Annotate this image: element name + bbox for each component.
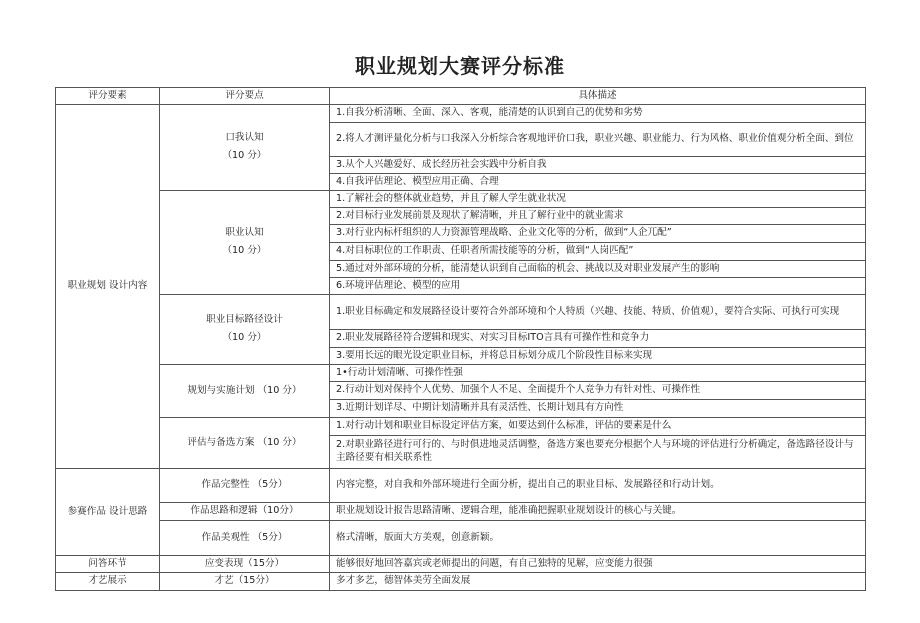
factor-entry-design: 参赛作品 设计思路 — [56, 469, 160, 556]
point-plan: 规划与实施计划 （10 分） — [160, 365, 330, 418]
point-goal-path — [160, 295, 330, 365]
header-row — [56, 88, 866, 105]
table-row — [56, 573, 866, 591]
description-cell: 1.自我分析清晰、全面、深入、客观，能清楚的认识到自己的优势和劣势 — [330, 105, 866, 123]
description-cell: 6.环境评估理论、模型的应用 — [330, 278, 866, 295]
table-row — [56, 105, 866, 123]
table-row — [56, 295, 866, 330]
description-cell: 3.从个人兴趣爱好、成长经历社会实践中分析自我 — [330, 157, 866, 174]
description-cell: 1.职业目标确定和发展路径设计要符合外部环境和个人特质（兴趣、技能、特质、价值观），要符合实际、可执行可实现 — [330, 295, 866, 330]
description-cell: 1.对行动计划和职业目标设定评估方案，如要达到什么标准，评估的要素是什么 — [330, 418, 866, 436]
header-point: 评分要点 — [160, 88, 330, 105]
description-cell: 3.要用长远的眼光设定职业目标，并将总目标划分成几个阶段性目标来实现 — [330, 348, 866, 365]
table-row — [56, 521, 866, 556]
table-row — [56, 365, 866, 382]
point-evaluation: 评估与备选方案 （10 分） — [160, 418, 330, 469]
point-score: （10 分） — [222, 332, 267, 343]
point-self-awareness — [160, 105, 330, 191]
point-name: 职业认知 — [225, 227, 264, 239]
description-cell: 3.近期计划详尽、中期计划清晰并具有灵活性、长期计划具有方向性 — [330, 400, 866, 418]
description-cell: 5.通过对外部环境的分析，能清楚认识到自己面临的机会、挑战以及对职业发展产生的影响 — [330, 261, 866, 278]
point-score: （10 分） — [222, 245, 267, 256]
point-logic: 作品思路和逻辑（10分） — [160, 503, 330, 521]
description-cell: 2.行动计划对保持个人优势、加强个人不足、全面提升个人竞争力有针对性、可操作性 — [330, 382, 866, 400]
factor-qa: 问答环节 — [56, 556, 160, 573]
description-cell: 职业规划设计报告思路清晰、逻辑合理，能准确把握职业规划设计的核心与关键。 — [330, 503, 866, 521]
description-cell: 能够很好地回答嘉宾或老师提出的问题，有自己独特的见解，应变能力很强 — [330, 556, 866, 573]
point-career-awareness — [160, 191, 330, 295]
point-name: 口我认知 — [225, 132, 264, 144]
table-row — [56, 418, 866, 436]
table-row — [56, 469, 866, 503]
point-aesthetics: 作品美观性 （5分） — [160, 521, 330, 556]
description-cell: 1.了解社会的整体就业趋势，并且了解人学生就业状况 — [330, 191, 866, 208]
point-response: 应变表现（15分） — [160, 556, 330, 573]
description-cell: 2.对目标行业发展前景及现状了解清晰，并且了解行业中的就业需求 — [330, 208, 866, 225]
header-description: 具体描述 — [330, 88, 866, 105]
description-cell: 2.对职业路径进行可行的、与时俱进地灵活调整，备选方案也要充分根据个人与环境的评估进行分析确定，备选路径设计与主路径要有相关联系性 — [330, 436, 866, 469]
point-score: （10 分） — [222, 150, 267, 161]
factor-talent: 才艺展示 — [56, 573, 160, 591]
description-cell: 内容完整，对自我和外部环境进行全面分析，提出自己的职业目标、发展路径和行动计划。 — [330, 469, 866, 503]
description-cell: 4.对目标职位的工作职责、任职者所需技能等的分析，做到“人岗匹配” — [330, 243, 866, 261]
header-factor: 评分要素 — [56, 88, 160, 105]
description-cell: 3.对行业内标杆组织的人力资源管理战略、企业文化等的分析，做到“人企兀配” — [330, 225, 866, 243]
point-name: 职业目标路径设计 — [206, 314, 283, 326]
point-completeness: 作品完整性 （5分） — [160, 469, 330, 503]
table-row — [56, 503, 866, 521]
table-row — [56, 556, 866, 573]
factor-career-design: 职业规划 设计内容 — [56, 105, 160, 469]
description-cell: 2.将人才测评量化分析与口我深入分析综合客观地评价口我，职业兴趣、职业能力、行为风格、职业价值观分析全面、到位 — [330, 123, 866, 157]
scoring-table — [55, 87, 866, 591]
description-cell: 1•行动计划清晰、可操作性强 — [330, 365, 866, 382]
description-cell: 格式清晰，版面大方美观，创意新颖。 — [330, 521, 866, 556]
point-talent: 才艺（15分） — [160, 573, 330, 591]
description-cell: 多才多艺，德智体美劳全面发展 — [330, 573, 866, 591]
page-title: 职业规划大赛评分标准 — [355, 54, 565, 78]
description-cell: 4.自我评估理论、模型应用正确、合理 — [330, 174, 866, 191]
description-cell: 2.职业发展路径符合逻辑和现实、对实习目标ITO言具有可操作性和竞争力 — [330, 330, 866, 348]
table-row — [56, 191, 866, 208]
